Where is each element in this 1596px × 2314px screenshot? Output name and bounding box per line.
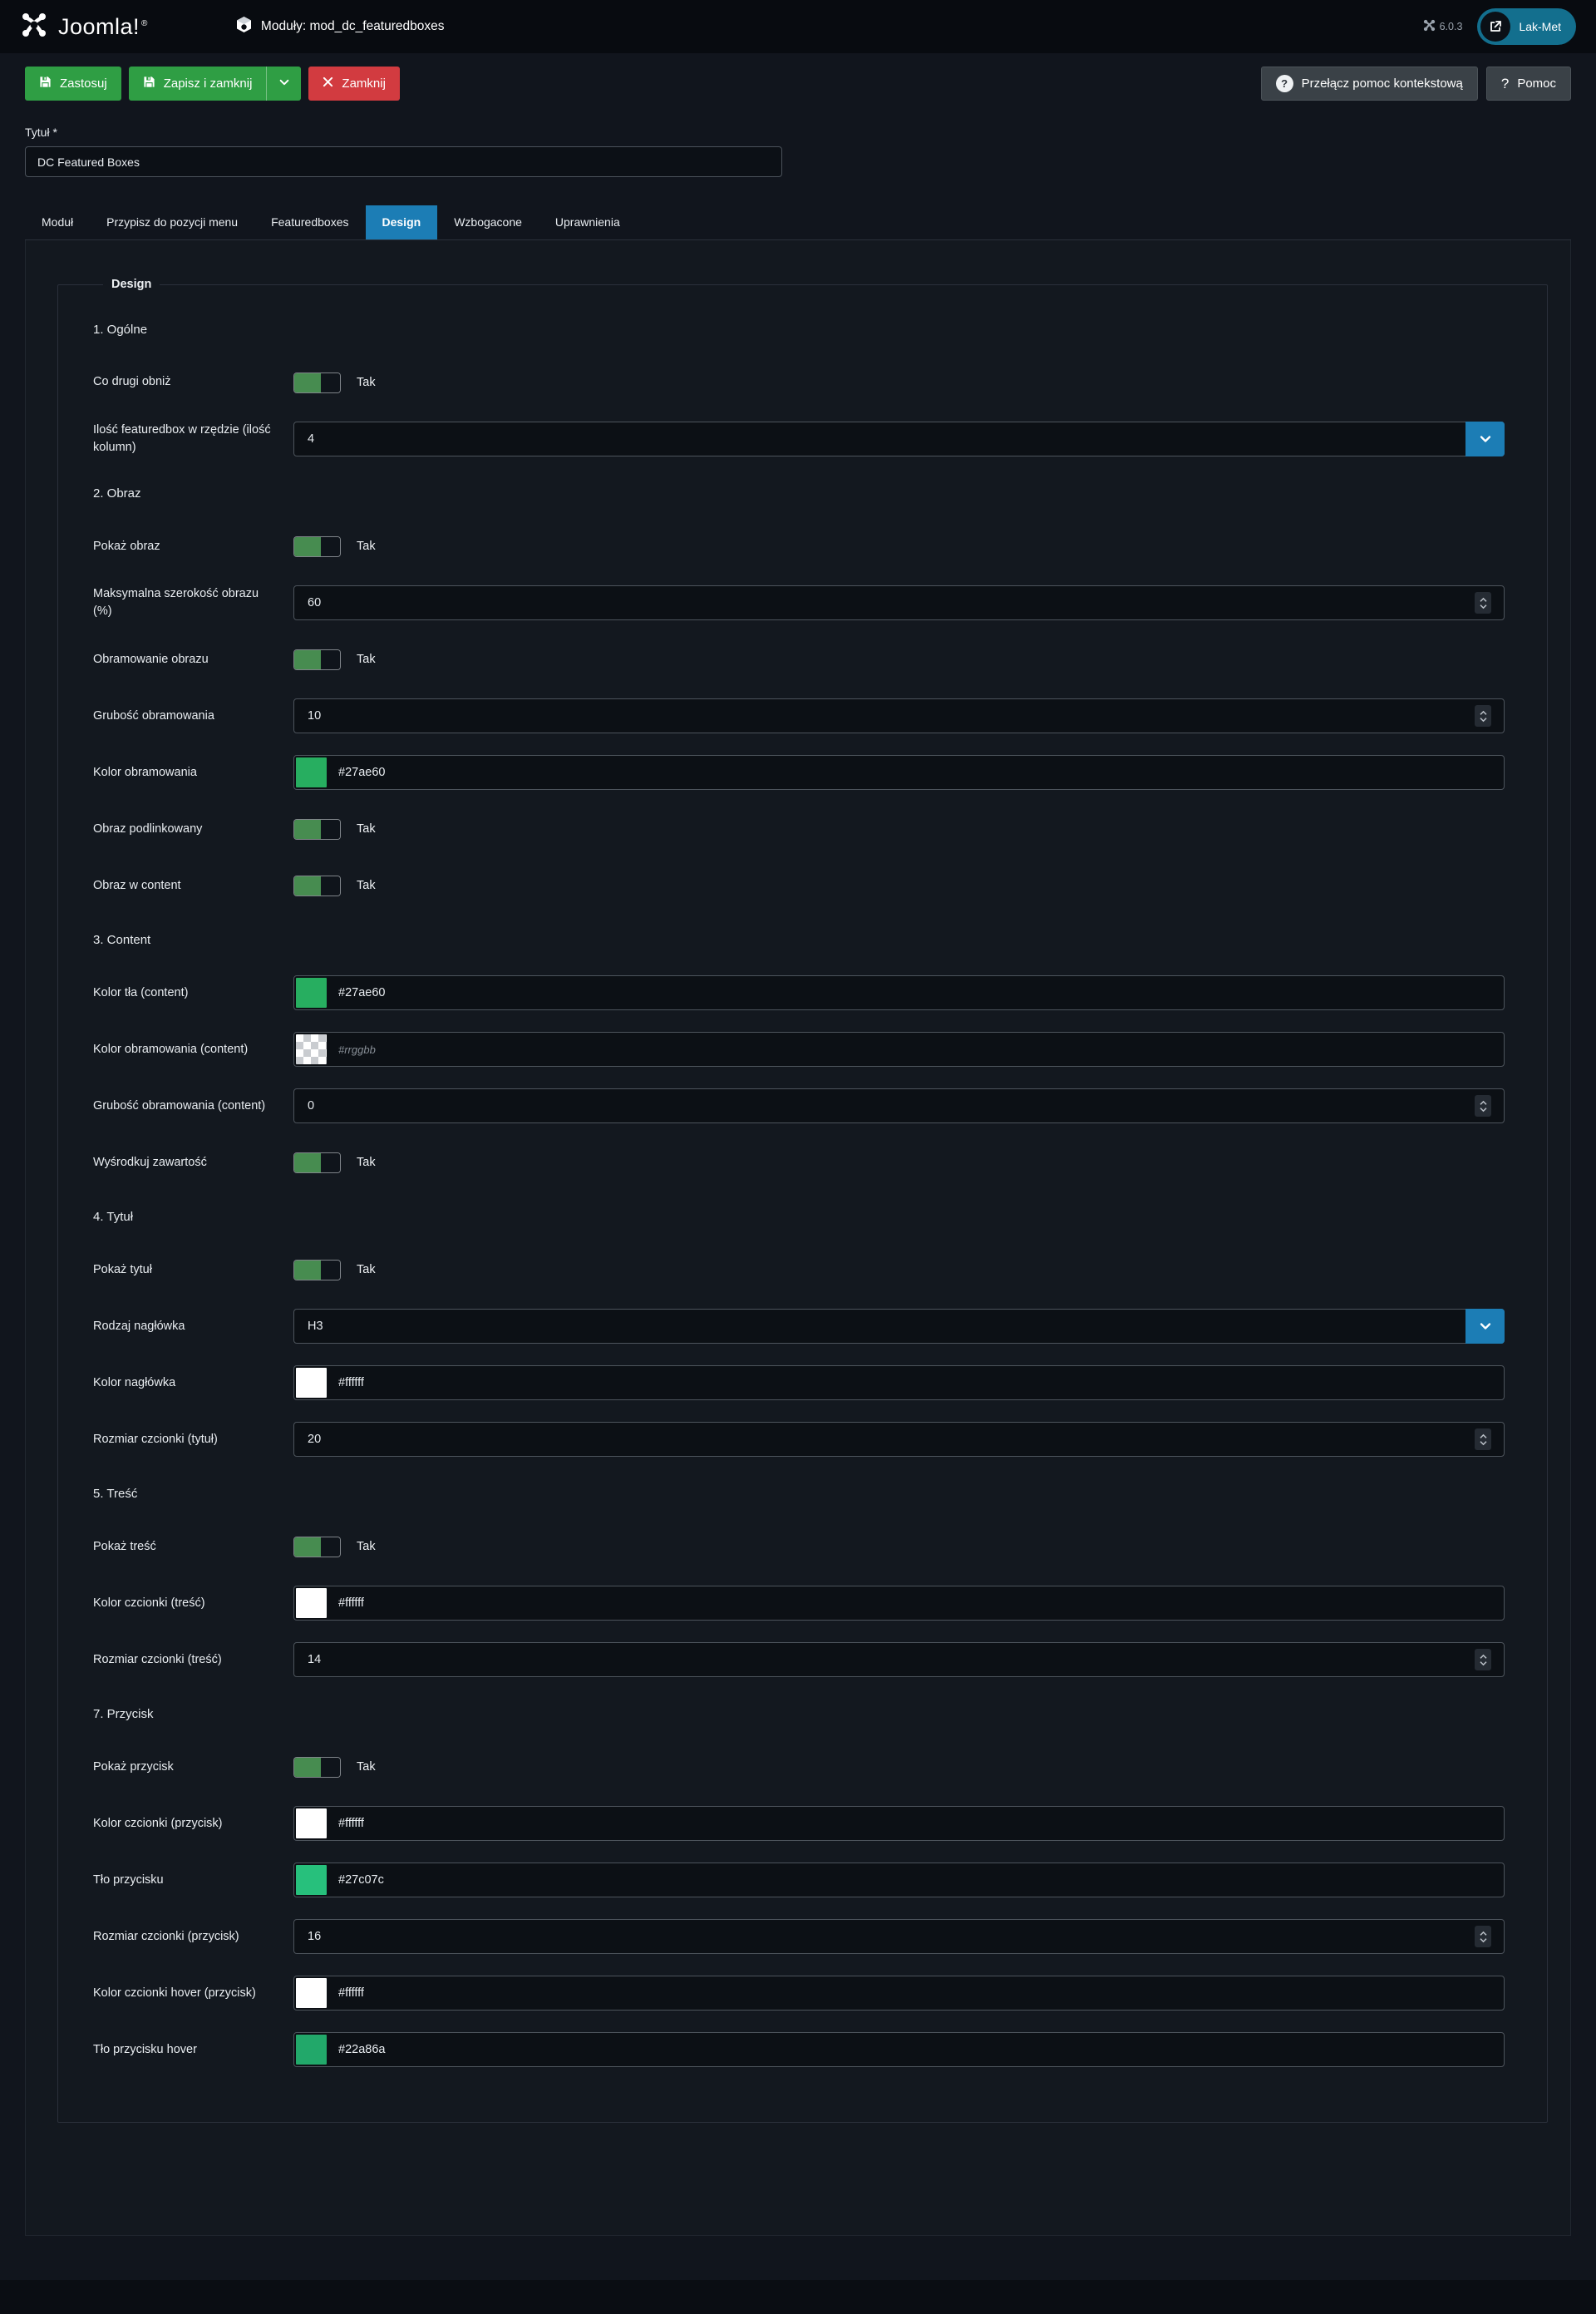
title-input[interactable] — [25, 146, 782, 177]
section-heading-5-tre: 5. Treść — [93, 1487, 138, 1502]
number-field[interactable] — [293, 1088, 1505, 1123]
page-title: Moduły: mod_dc_featuredboxes — [260, 19, 445, 33]
section-heading-4-tytu: 4. Tytuł — [93, 1210, 134, 1225]
color-swatch — [296, 978, 327, 1008]
close-label: Zamknij — [342, 76, 386, 91]
number-value: 20 — [308, 1433, 322, 1447]
field-row-rozmiar-czcionki-tytu — [93, 1422, 1505, 1457]
field-label: Obraz w content — [93, 878, 181, 892]
number-field[interactable] — [293, 698, 1505, 733]
field-label: Kolor obramowania — [93, 765, 197, 779]
toggle-off-segment — [321, 1261, 340, 1280]
field-control — [293, 2032, 1505, 2067]
toggle-off-segment — [321, 820, 340, 839]
chevron-down-icon — [278, 76, 290, 91]
section-heading-7-przycisk: 7. Przycisk — [93, 1707, 154, 1722]
field-control — [293, 1642, 1505, 1677]
select-field[interactable] — [293, 1309, 1505, 1344]
external-link-icon — [1480, 12, 1510, 42]
color-field[interactable] — [293, 1976, 1505, 2011]
number-value: 16 — [308, 1930, 322, 1944]
field-control — [293, 1919, 1505, 1954]
field-control — [293, 1309, 1505, 1344]
color-field[interactable] — [293, 1586, 1505, 1621]
toggle-on-segment — [294, 1537, 321, 1557]
color-value: #ffffff — [338, 1817, 364, 1831]
color-swatch — [296, 2035, 327, 2065]
toggle-off-segment — [321, 876, 340, 896]
field-row-kolor-czcionki-przycisk — [93, 1806, 1505, 1841]
toggle-value-label: Tak — [357, 540, 376, 554]
design-rows — [93, 323, 1505, 2067]
field-control — [293, 1757, 1505, 1778]
design-tab-content — [25, 240, 1571, 2236]
joomla-logo-icon — [20, 11, 48, 43]
toggle-switch[interactable] — [293, 1757, 341, 1778]
chevron-down-icon — [1465, 1309, 1505, 1344]
toggle-inline-help-button[interactable] — [1261, 67, 1478, 101]
user-menu-button[interactable] — [1477, 8, 1576, 45]
toggle-switch[interactable] — [293, 373, 341, 393]
field-label: Grubość obramowania — [93, 708, 214, 723]
save-icon — [39, 76, 52, 91]
field-label: Wyśrodkuj zawartość — [93, 1155, 207, 1169]
page-title-wrap — [236, 16, 445, 37]
color-value: #ffffff — [338, 1986, 364, 2001]
help-label: Pomoc — [1517, 76, 1556, 91]
color-field[interactable] — [293, 975, 1505, 1010]
field-control — [293, 1152, 1505, 1173]
field-control — [293, 975, 1505, 1010]
color-placeholder: #rrggbb — [338, 1043, 376, 1056]
tab-uprawnienia[interactable]: Uprawnienia — [554, 215, 620, 229]
tab-modul[interactable]: Moduł — [42, 215, 74, 229]
save-close-label: Zapisz i zamknij — [163, 76, 253, 91]
field-label: Kolor czcionki hover (przycisk) — [93, 1986, 256, 2000]
color-field[interactable] — [293, 2032, 1505, 2067]
toggle-off-segment — [321, 373, 340, 392]
field-control — [293, 1806, 1505, 1841]
color-swatch — [296, 1034, 327, 1064]
field-label: Rozmiar czcionki (tytuł) — [93, 1432, 218, 1446]
tab-bar — [25, 205, 1571, 240]
toggle-help-label: Przełącz pomoc kontekstową — [1301, 76, 1463, 91]
toggle-switch[interactable] — [293, 649, 341, 670]
color-field[interactable] — [293, 755, 1505, 790]
toggle-on-segment — [294, 820, 321, 839]
toggle-value-label: Tak — [357, 1156, 376, 1170]
version-badge — [1423, 19, 1463, 34]
field-label: Rozmiar czcionki (przycisk) — [93, 1929, 239, 1943]
field-control — [293, 1365, 1505, 1400]
color-swatch — [296, 757, 327, 787]
apply-label: Zastosuj — [60, 76, 107, 91]
design-legend: Design — [111, 278, 152, 291]
field-control — [293, 1976, 1505, 2011]
number-value: 14 — [308, 1653, 322, 1667]
toggle-switch[interactable] — [293, 536, 341, 557]
design-fieldset — [57, 278, 1548, 2123]
number-value: 60 — [308, 596, 322, 610]
field-row-kolor-czcionki-tre — [93, 1586, 1505, 1621]
joomla-version-icon — [1423, 19, 1436, 34]
brand-wordmark: Joomla! ® — [58, 13, 148, 39]
module-cube-icon — [236, 16, 252, 37]
field-row-maksymalna-szeroko-obrazu — [93, 585, 1505, 620]
question-icon: ? — [1500, 75, 1510, 91]
number-field[interactable] — [293, 1919, 1505, 1954]
field-row-ilo-featuredbox-w-rz-dzie-ilo-kolumn — [93, 422, 1505, 456]
field-row-kolor-t-a-content — [93, 975, 1505, 1010]
field-control — [293, 649, 1505, 670]
toggle-on-segment — [294, 537, 321, 556]
field-row-obraz-w-content — [93, 868, 1505, 903]
field-label: Tło przycisku hover — [93, 2042, 197, 2056]
toggle-off-segment — [321, 1758, 340, 1777]
field-control — [293, 1032, 1505, 1067]
field-control — [293, 1863, 1505, 1897]
color-swatch — [296, 1808, 327, 1838]
section-heading-1-og-lne: 1. Ogólne — [93, 323, 148, 337]
required-asterisk: * — [52, 126, 57, 139]
field-control — [293, 1260, 1505, 1280]
close-button[interactable] — [308, 67, 400, 101]
field-control — [293, 1088, 1505, 1123]
user-label: Lak-Met — [1519, 20, 1561, 33]
field-control — [293, 585, 1505, 620]
toggle-value-label: Tak — [357, 1263, 376, 1277]
toggle-on-segment — [294, 650, 321, 669]
field-label: Pokaż tytuł — [93, 1262, 152, 1276]
toggle-switch[interactable] — [293, 876, 341, 896]
toggle-on-segment — [294, 373, 321, 392]
toggle-value-label: Tak — [357, 653, 376, 667]
field-row-grubo-obramowania-content — [93, 1088, 1505, 1123]
field-row-obraz-podlinkowany — [93, 812, 1505, 846]
field-control — [293, 422, 1505, 456]
toggle-value-label: Tak — [357, 822, 376, 836]
joomla-logo[interactable] — [20, 11, 148, 43]
color-swatch — [296, 1368, 327, 1398]
field-row-kolor-czcionki-hover-przycisk — [93, 1976, 1505, 2011]
footer-bar — [0, 2280, 1596, 2314]
version-label: 6.0.3 — [1439, 21, 1463, 32]
field-row-t-o-przycisku-hover — [93, 2032, 1505, 2067]
field-row-kolor-obramowania-content — [93, 1032, 1505, 1067]
color-value: #27ae60 — [338, 766, 386, 780]
field-row-poka-tre — [93, 1529, 1505, 1564]
save-close-split-button — [129, 67, 302, 101]
color-value: #27ae60 — [338, 986, 386, 1000]
toggle-off-segment — [321, 1153, 340, 1172]
field-row-kolor-nag-wka — [93, 1365, 1505, 1400]
field-control — [293, 1422, 1505, 1457]
toggle-value-label: Tak — [357, 879, 376, 893]
toggle-value-label: Tak — [357, 1540, 376, 1554]
field-label: Grubość obramowania (content) — [93, 1098, 266, 1113]
color-value: #ffffff — [338, 1376, 364, 1390]
number-spinner-icon[interactable] — [1475, 1926, 1491, 1947]
tab-wzbogacone[interactable]: Wzbogacone — [454, 215, 522, 229]
toggle-switch[interactable] — [293, 1537, 341, 1557]
toggle-switch[interactable] — [293, 1260, 341, 1280]
number-spinner-icon[interactable] — [1475, 705, 1491, 727]
field-label: Pokaż przycisk — [93, 1759, 174, 1774]
field-label: Rodzaj nagłówka — [93, 1319, 185, 1333]
field-control — [293, 698, 1505, 733]
help-circle-icon: ? — [1276, 75, 1293, 92]
field-control — [293, 876, 1505, 896]
toggle-switch[interactable] — [293, 819, 341, 840]
title-field-label: Tytuł * — [25, 126, 57, 139]
apply-button[interactable] — [25, 67, 121, 101]
color-swatch — [296, 1865, 327, 1895]
field-control — [293, 819, 1505, 840]
field-label: Rozmiar czcionki (treść) — [93, 1652, 222, 1666]
toggle-value-label: Tak — [357, 1760, 376, 1774]
field-row-grubo-obramowania — [93, 698, 1505, 733]
color-value: #22a86a — [338, 2043, 386, 2057]
number-spinner-icon[interactable] — [1475, 592, 1491, 614]
tab-featuredboxes[interactable]: Featuredboxes — [271, 215, 349, 229]
help-button[interactable] — [1486, 67, 1571, 101]
field-label: Kolor obramowania (content) — [93, 1042, 249, 1056]
toggle-switch[interactable] — [293, 1152, 341, 1173]
field-label: Tło przycisku — [93, 1872, 164, 1887]
color-field[interactable] — [293, 1806, 1505, 1841]
number-value: 10 — [308, 709, 322, 723]
tab-design[interactable]: Design — [366, 205, 438, 239]
field-row-t-o-przycisku — [93, 1863, 1505, 1897]
number-value: 0 — [308, 1099, 315, 1113]
field-row-poka-przycisk — [93, 1749, 1505, 1784]
toggle-off-segment — [321, 650, 340, 669]
section-heading-2-obraz: 2. Obraz — [93, 486, 141, 501]
color-swatch — [296, 1978, 327, 2008]
top-header — [0, 0, 1596, 53]
field-label: Obraz podlinkowany — [93, 821, 203, 836]
number-field[interactable] — [293, 1422, 1505, 1457]
field-label: Obramowanie obrazu — [93, 652, 209, 666]
color-swatch — [296, 1588, 327, 1618]
toggle-on-segment — [294, 1261, 321, 1280]
toggle-off-segment — [321, 537, 340, 556]
toggle-on-segment — [294, 876, 321, 896]
select-value: H3 — [308, 1320, 323, 1334]
field-control — [293, 1586, 1505, 1621]
title-section — [0, 114, 1596, 205]
section-heading-3-content: 3. Content — [93, 933, 151, 948]
save-icon — [143, 76, 155, 91]
toggle-on-segment — [294, 1153, 321, 1172]
select-field[interactable] — [293, 422, 1505, 456]
color-field[interactable] — [293, 1863, 1505, 1897]
number-spinner-icon[interactable] — [1475, 1649, 1491, 1670]
field-row-kolor-obramowania — [93, 755, 1505, 790]
field-label: Kolor nagłówka — [93, 1375, 176, 1389]
field-row-rozmiar-czcionki-przycisk — [93, 1919, 1505, 1954]
field-row-rodzaj-nag-wka — [93, 1309, 1505, 1344]
field-label: Kolor tła (content) — [93, 985, 189, 999]
field-control — [293, 373, 1505, 393]
toggle-on-segment — [294, 1758, 321, 1777]
number-spinner-icon[interactable] — [1475, 1095, 1491, 1117]
field-label: Pokaż treść — [93, 1539, 156, 1553]
save-close-button[interactable] — [129, 67, 267, 101]
toggle-off-segment — [321, 1537, 340, 1557]
field-label: Ilość featuredbox w rzędzie (ilość kolumn) — [93, 423, 271, 455]
registered-mark: ® — [141, 18, 148, 28]
field-label: Kolor czcionki (treść) — [93, 1596, 205, 1610]
header-right — [1423, 8, 1576, 45]
number-field[interactable] — [293, 585, 1505, 620]
field-control — [293, 1537, 1505, 1557]
toolbar-right — [1261, 67, 1571, 101]
toggle-value-label: Tak — [357, 376, 376, 389]
number-field[interactable] — [293, 1642, 1505, 1677]
chevron-down-icon — [1465, 422, 1505, 456]
tab-przypisz-do-pozycji-menu[interactable]: Przypisz do pozycji menu — [106, 215, 239, 229]
field-label: Co drugi obniż — [93, 375, 171, 389]
toolbar — [0, 53, 1596, 114]
select-value: 4 — [308, 432, 315, 447]
field-label: Kolor czcionki (przycisk) — [93, 1816, 223, 1830]
field-control — [293, 536, 1505, 557]
field-row-wy-rodkuj-zawarto — [93, 1145, 1505, 1180]
number-spinner-icon[interactable] — [1475, 1428, 1491, 1450]
field-control — [293, 755, 1505, 790]
close-icon — [323, 76, 333, 91]
field-label: Maksymalna szerokość obrazu (%) — [93, 587, 259, 619]
color-field[interactable] — [293, 1032, 1505, 1067]
field-row-rozmiar-czcionki-tre — [93, 1642, 1505, 1677]
save-close-dropdown-toggle[interactable] — [266, 67, 301, 101]
field-row-obramowanie-obrazu — [93, 642, 1505, 677]
field-row-co-drugi-obni — [93, 365, 1505, 400]
color-value: #27c07c — [338, 1873, 384, 1887]
toolbar-left — [25, 67, 400, 101]
field-row-poka-tytu — [93, 1252, 1505, 1287]
field-label: Pokaż obraz — [93, 539, 160, 553]
color-value: #ffffff — [338, 1596, 364, 1611]
field-row-poka-obraz — [93, 529, 1505, 564]
color-field[interactable] — [293, 1365, 1505, 1400]
